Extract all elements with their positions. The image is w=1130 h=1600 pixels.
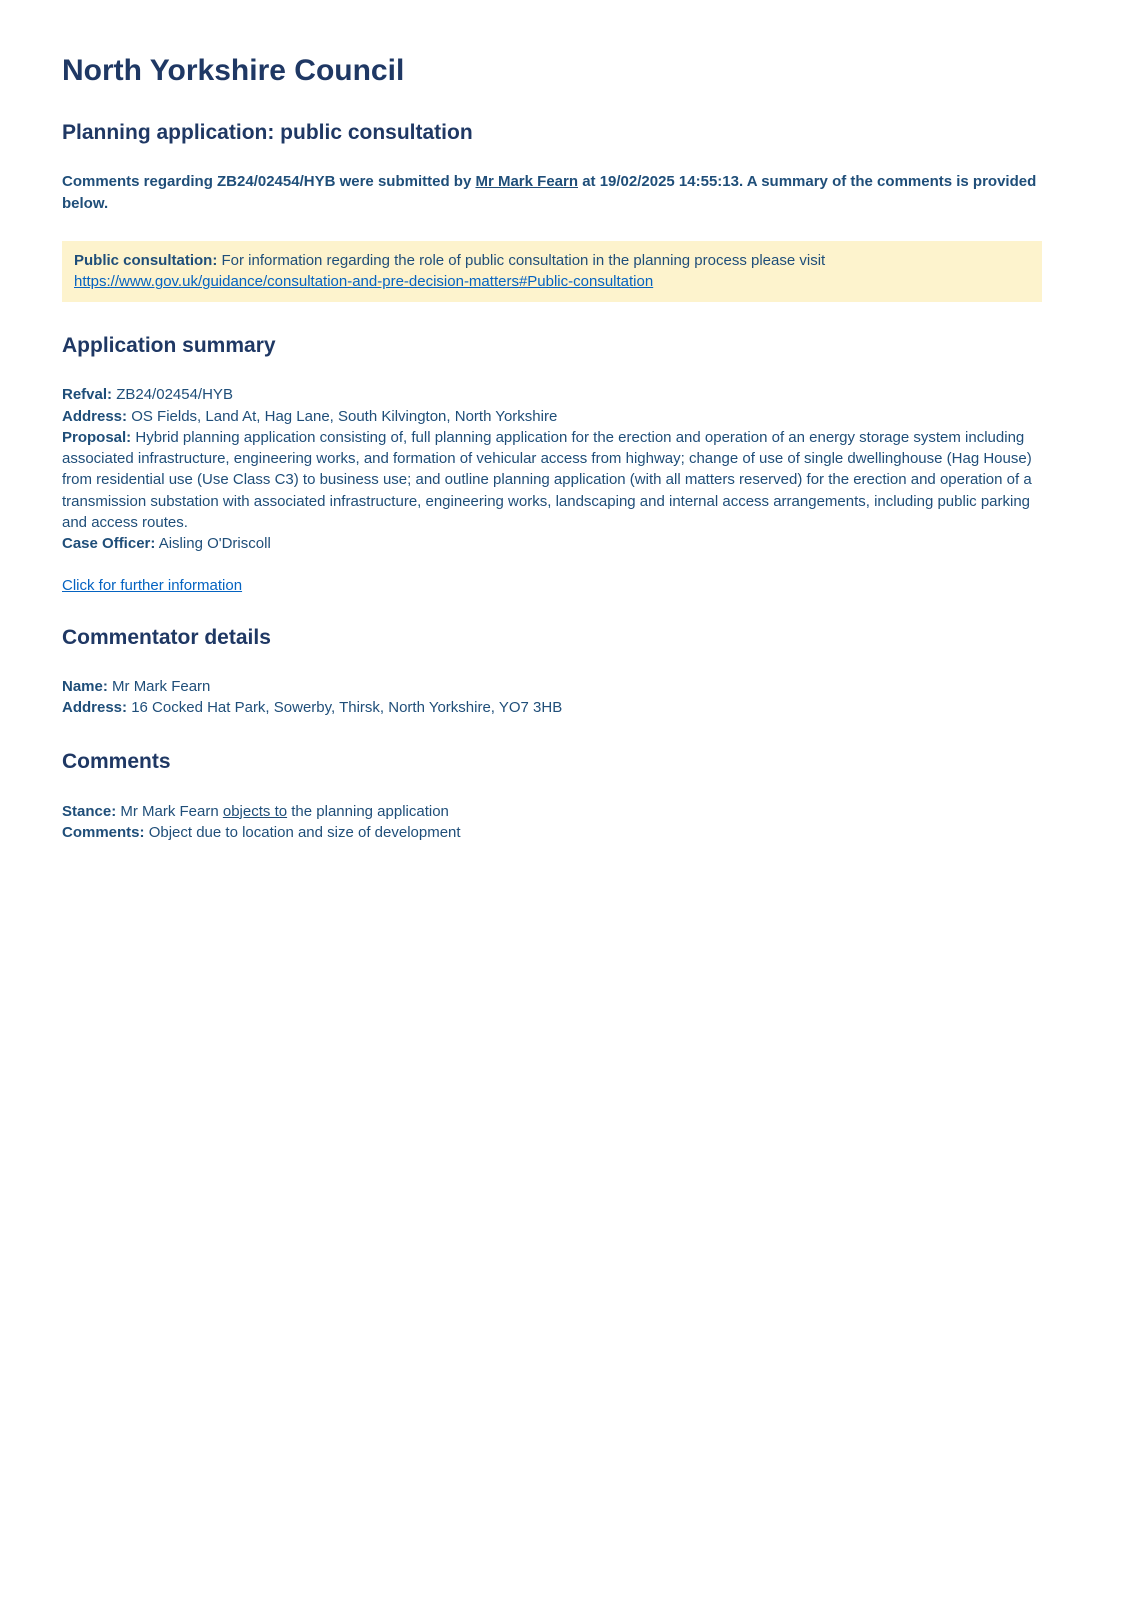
submission-summary-post: at 19/02/2025 14:55:13. A summary of the comments is provided below. [62,173,1037,212]
case-officer-value: Aisling O'Driscoll [158,535,271,553]
notice-label: Public consultation: [74,251,218,269]
commentator-name-value: Mr Mark Fearn [112,677,211,695]
commentator-details-heading: Commentator details [62,625,271,649]
application-summary-heading: Application summary [62,334,276,358]
commentator-details-section [62,676,1042,719]
page-subtitle: Planning application: public consultation [62,121,473,144]
notice-text: For information regarding the role of public consultation in the planning process please visit [221,251,826,269]
stance-underlined: objects to [222,802,288,820]
application-summary-section [62,384,1042,554]
comments-label: Comments: [62,823,145,841]
commenter-name-link[interactable]: Mr Mark Fearn [475,173,579,191]
proposal-value: Hybrid planning application consisting of, full planning application for the erection and operation of an energy storage system including associated infrastructure, engineering works, and formation of vehicular access from highway; change of use of single dwellinghouse (Hag House) from residential use (Use Class C3) to business use; and outline planning application (with all matters reserved) for the erection and operation of a transmission substation with associated infrastructure, engineering works, landscaping and internal access arrangements, including public parking and access routes. [62,428,1032,532]
comments-section [62,801,1042,844]
submission-summary-pre: Comments regarding ZB24/02454/HYB were submitted by [62,173,472,191]
stance-row [62,801,1042,822]
refval-row [62,384,1042,405]
further-information-link[interactable]: Click for further information [62,576,243,594]
commentator-address-label: Address: [62,699,128,717]
refval-label: Refval: [62,386,113,404]
commentator-name-label: Name: [62,677,108,695]
public-consultation-notice [62,241,1042,303]
case-officer-label: Case Officer: [62,535,156,553]
document-page [62,0,1042,843]
stance-pre: Mr Mark Fearn [120,802,219,820]
proposal-label: Proposal: [62,428,132,446]
page-title: North Yorkshire Council [62,54,405,87]
commentator-address-row [62,697,1042,718]
commentator-address-value: 16 Cocked Hat Park, Sowerby, Thirsk, North Yorkshire, YO7 3HB [131,699,563,717]
stance-label: Stance: [62,802,117,820]
site-address-label: Address: [62,407,128,425]
proposal-row [62,427,1042,533]
comments-heading: Comments [62,750,171,774]
comments-row [62,822,1042,843]
site-address-row [62,406,1042,427]
refval-value: ZB24/02454/HYB [116,386,233,404]
commentator-name-row [62,676,1042,697]
site-address-value: OS Fields, Land At, Hag Lane, South Kilvington, North Yorkshire [131,407,558,425]
stance-post: the planning application [291,802,449,820]
consultation-guidance-link[interactable]: https://www.gov.uk/guidance/consultation-and-pre-decision-matters#Public-consultation [74,273,654,291]
comments-value: Object due to location and size of development [148,823,461,841]
further-information-row [62,577,1042,594]
submission-summary [62,171,1042,215]
case-officer-row [62,533,1042,554]
